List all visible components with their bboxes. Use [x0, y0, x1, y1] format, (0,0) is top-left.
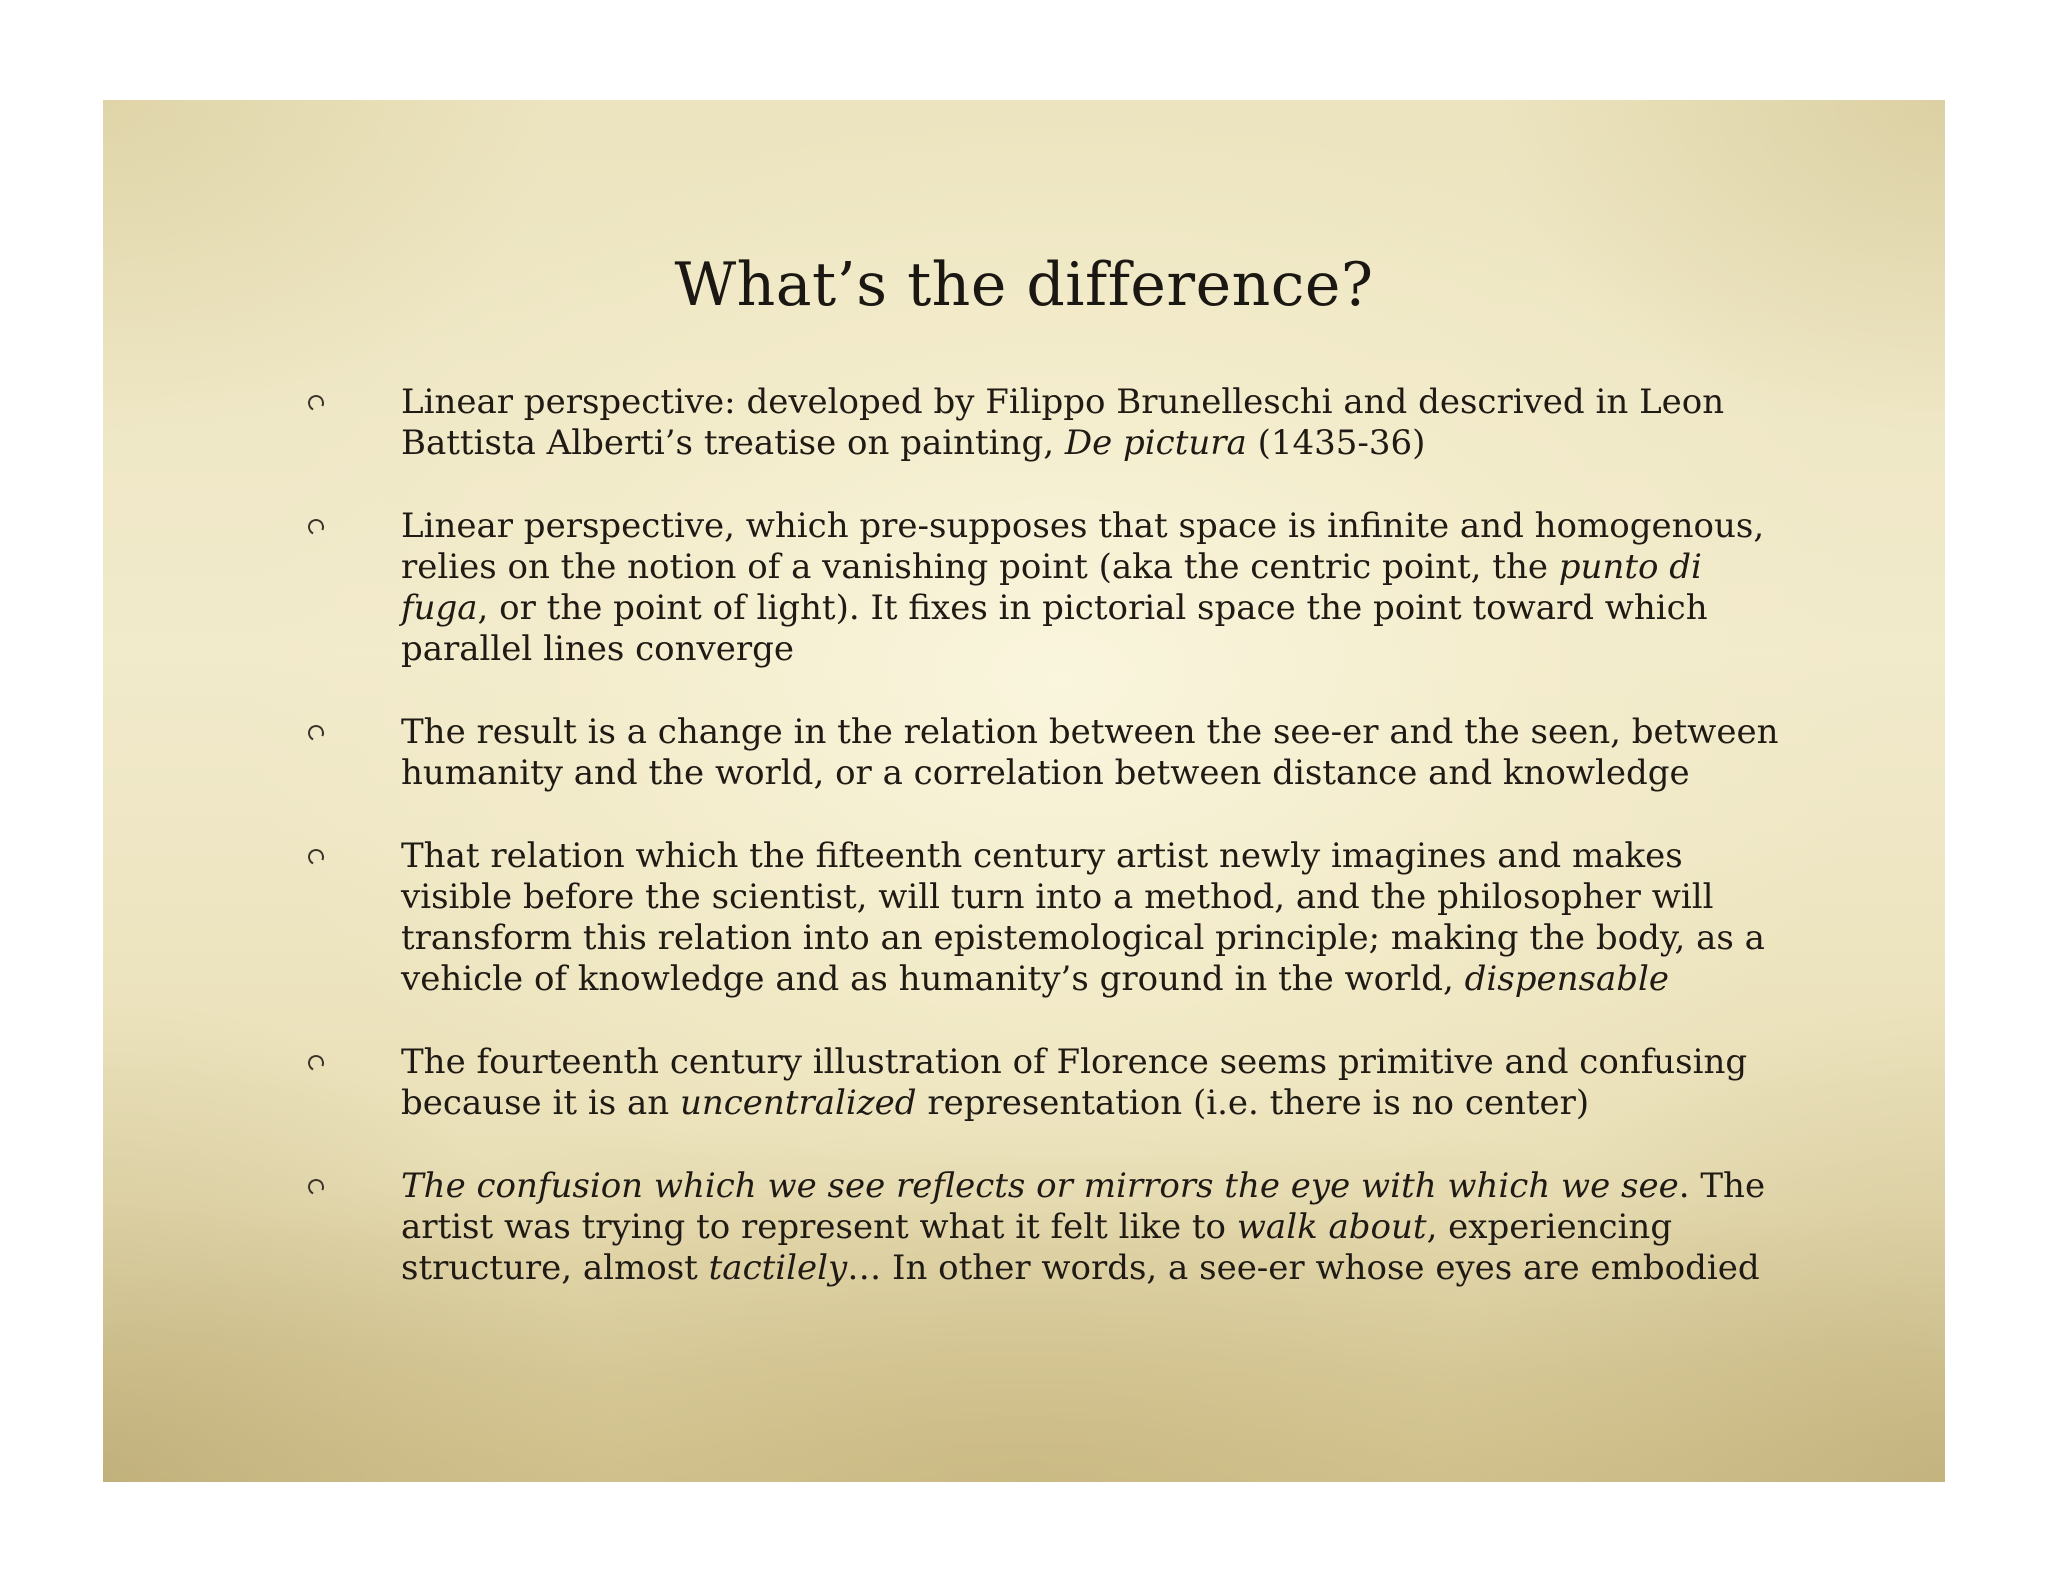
bullet-ring-icon — [306, 723, 327, 744]
bullet-ring-icon — [306, 393, 327, 414]
bullet-text: Linear perspective, which pre-supposes that space is infinite and homogenous, relies on the notion of a vanishing point (aka the centric point, the — [401, 506, 1765, 587]
bullet-text: , experiencing structure, almost — [401, 1207, 1673, 1288]
bullet-text-italic: uncentralized — [679, 1083, 917, 1123]
bullet-item-fourteenth-century — [103, 1042, 1945, 1124]
bullet-item-vanishing-point — [103, 506, 1945, 670]
bullet-text: representation (i.e. there is no center) — [916, 1083, 1590, 1123]
bullet-ring-icon — [306, 847, 327, 868]
bullet-text-italic: walk about — [1236, 1207, 1427, 1247]
bullet-ring-icon — [306, 517, 327, 538]
bullet-item-relation — [103, 836, 1945, 1000]
bullet-text-italic: tactilely — [708, 1248, 848, 1288]
bullet-text: . The artist was trying to represent what it felt like to — [401, 1166, 1766, 1247]
slide-title: What’s the difference? — [674, 250, 1374, 320]
bullet-text: Linear perspective: developed by Filippo Brunelleschi and descrived in Leon Battista Alberti’s treatise on painting, — [401, 382, 1725, 463]
bullet-text-italic: dispensable — [1464, 959, 1669, 999]
bullet-ring-icon — [306, 1053, 327, 1074]
bullet-text: The fourteenth century illustration of Florence seems primitive and confusing because it is an — [401, 1042, 1748, 1123]
bullet-list — [103, 382, 1945, 1289]
bullet-text: That relation which the fifteenth century artist newly imagines and makes visible before the scientist, will turn into a method, and the philosopher will transform this relation into an epistemological principle; making the body, as a vehicle of knowledge and as humanity’s ground in the world, — [401, 836, 1765, 999]
bullet-text-italic: The confusion which we see reflects or mirrors the eye with which we see — [401, 1166, 1679, 1206]
bullet-text-italic: punto di fuga — [401, 547, 1702, 628]
bullet-text: … In other words, a see-er whose eyes are embodied — [847, 1248, 1760, 1288]
bullet-text: (1435-36) — [1246, 423, 1426, 463]
bullet-text: , or the point of light). It fixes in pictorial space the point toward which parallel lines converge — [401, 588, 1708, 669]
bullet-ring-icon — [306, 1177, 327, 1198]
bullet-text-italic: De pictura — [1064, 423, 1247, 463]
bullet-item-linear-perspective — [103, 382, 1945, 464]
bullet-item-result — [103, 712, 1945, 794]
bullet-text: The result is a change in the relation between the see-er and the seen, between humanity and the world, or a correlation between distance and knowledge — [401, 712, 1779, 793]
bullet-item-confusion — [103, 1166, 1945, 1289]
slide — [103, 100, 1945, 1482]
